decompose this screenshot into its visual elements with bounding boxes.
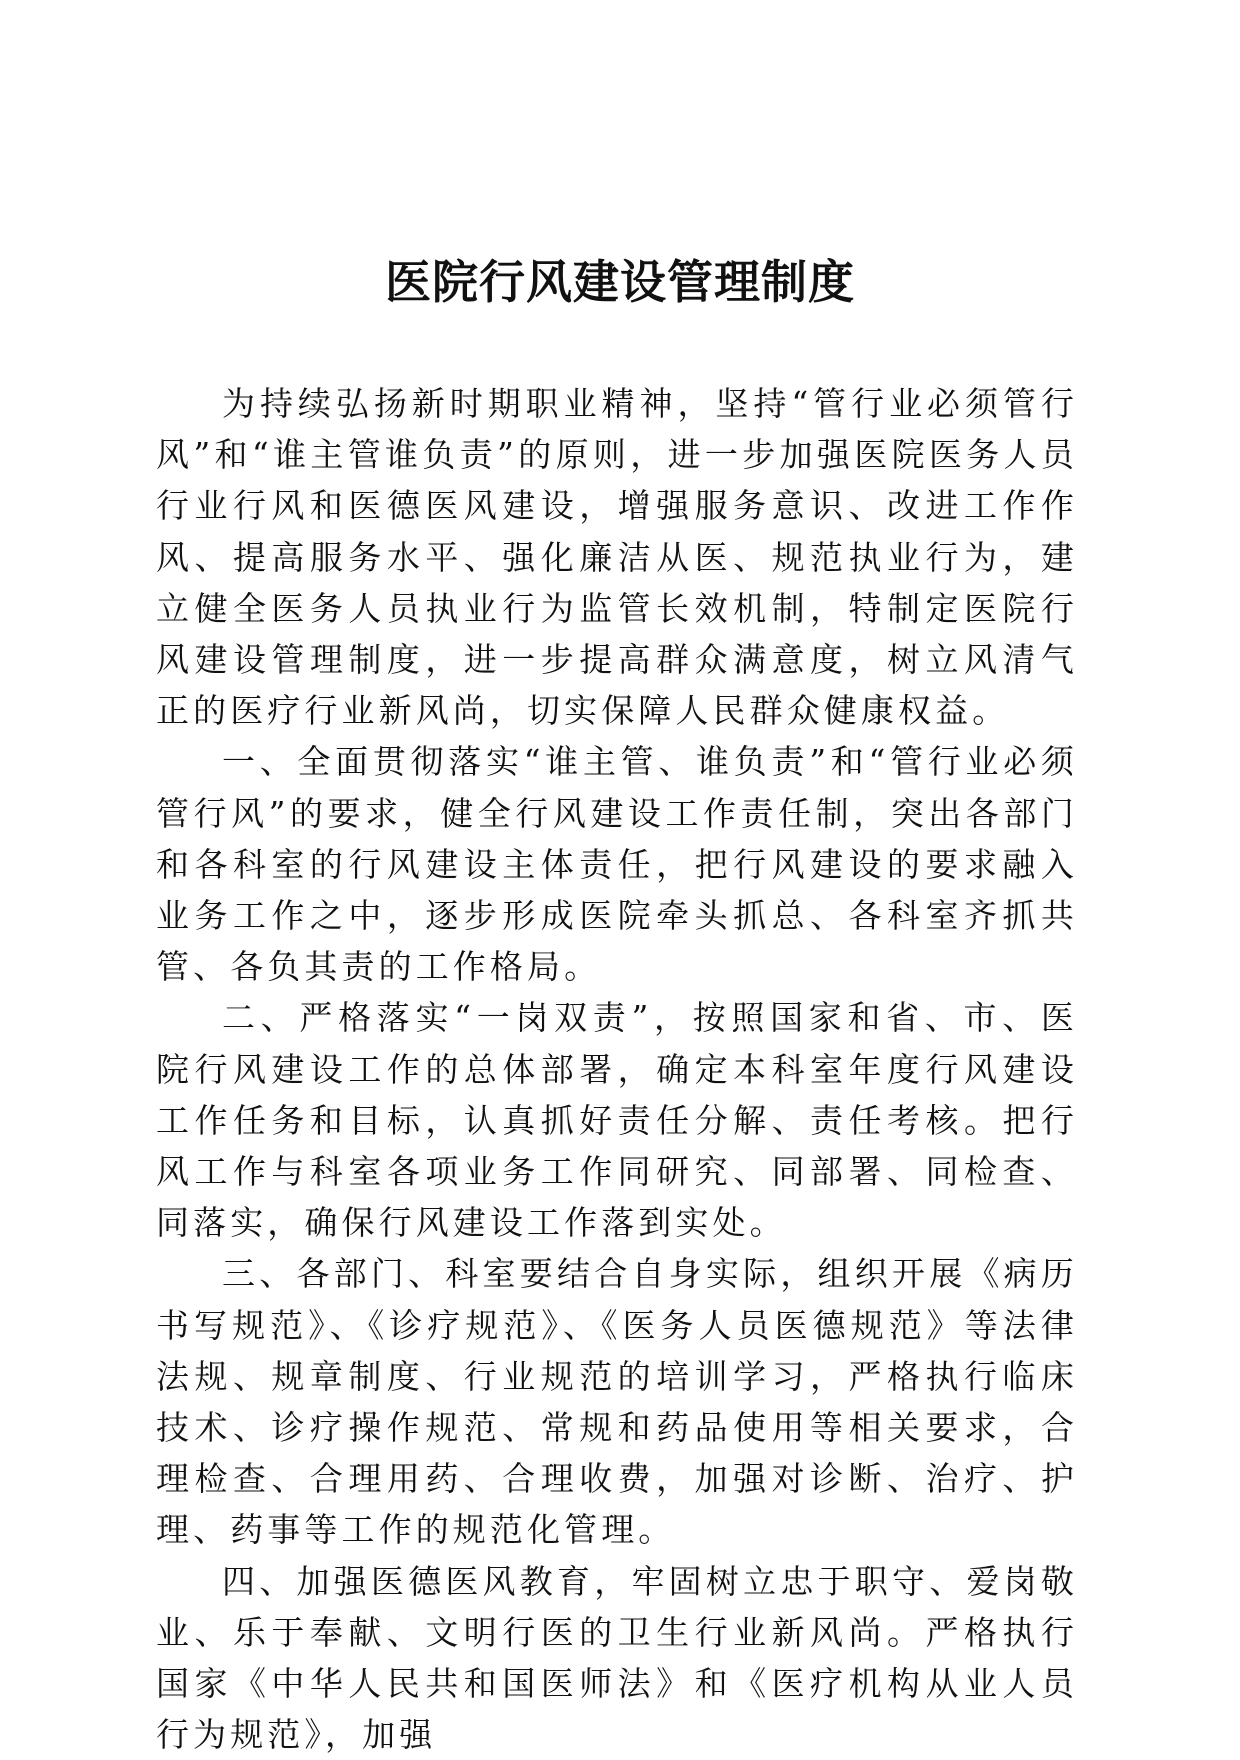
paragraph-4: 四、加强医德医风教育，牢固树立忠于职守、爱岗敬业、乐于奉献、文明行医的卫生行业新风尚。严格执行国家《中华人民共和国医师法》和《医疗机构从业人员行为规范》，加强: [156, 1561, 1078, 1755]
document-body: [156, 378, 1078, 1760]
paragraph-3: 三、各部门、科室要结合自身实际，组织开展《病历书写规范》、《诊疗规范》、《医务人员医德规范》等法律法规、规章制度、行业规范的培训学习，严格执行临床技术、诊疗操作规范、常规和药品使用等相关要求，合理检查、合理用药、合理收费，加强对诊断、治疗、护理、药事等工作的规范化管理。: [156, 1254, 1078, 1550]
document-title: 医院行风建设管理制度: [385, 255, 855, 309]
paragraph-2: 二、严格落实“一岗双责”，按照国家和省、市、医院行风建设工作的总体部署，确定本科室年度行风建设工作任务和目标，认真抓好责任分解、责任考核。把行风工作与科室各项业务工作同研究、同部署、同检查、同落实，确保行风建设工作落到实处。: [156, 998, 1078, 1243]
paragraph-1: 一、全面贯彻落实“谁主管、谁负责”和“管行业必须管行风”的要求，健全行风建设工作责任制，突出各部门和各科室的行风建设主体责任，把行风建设的要求融入业务工作之中，逐步形成医院牵头抓总、各科室齐抓共管、各负其责的工作格局。: [156, 742, 1078, 987]
paragraph-intro: 为持续弘扬新时期职业精神，坚持“管行业必须管行风”和“谁主管谁负责”的原则，进一步加强医院医务人员行业行风和医德医风建设，增强服务意识、改进工作作风、提高服务水平、强化廉洁从医、规范执业行为，建立健全医务人员执业行为监管长效机制，特制定医院行风建设管理制度，进一步提高群众满意度，树立风清气正的医疗行业新风尚，切实保障人民群众健康权益。: [156, 384, 1078, 731]
